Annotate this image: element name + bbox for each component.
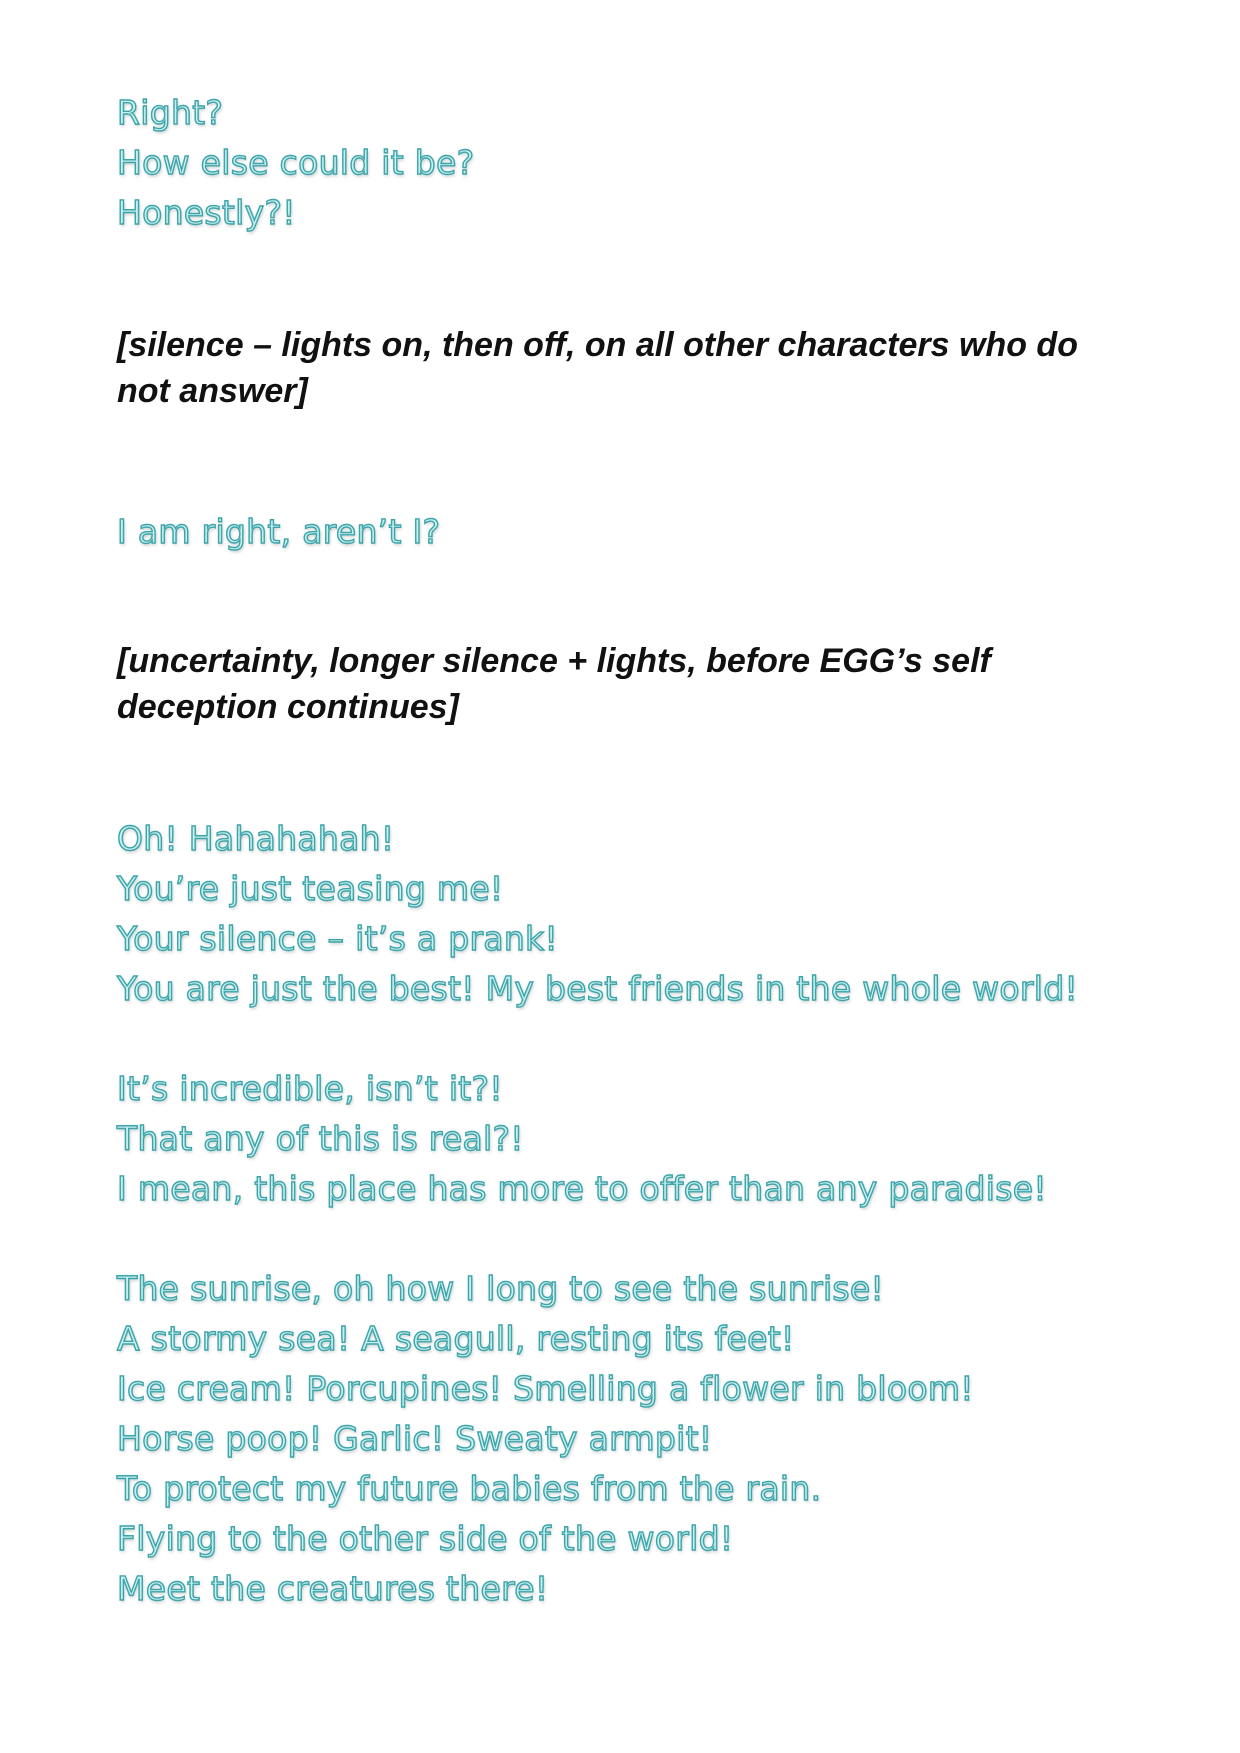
dialogue-line: A stormy sea! A seagull, resting its feet! — [117, 1319, 795, 1358]
dialogue-line: It’s incredible, isn’t it?! — [117, 1069, 503, 1108]
dialogue-line: Ice cream! Porcupines! Smelling a flower in bloom! — [117, 1369, 974, 1408]
stage-direction-2: [uncertainty, longer silence + lights, before EGG’s self deception continues] — [117, 642, 991, 726]
dialogue-block-2 — [117, 507, 440, 557]
dialogue-block-4 — [117, 1064, 1047, 1214]
dialogue-line: Honestly?! — [117, 193, 296, 232]
dialogue-block-5 — [117, 1264, 974, 1614]
dialogue-line: You’re just teasing me! — [117, 869, 504, 908]
dialogue-line: Horse poop! Garlic! Sweaty armpit! — [117, 1419, 713, 1458]
dialogue-line: Flying to the other side of the world! — [117, 1519, 734, 1558]
dialogue-block-3 — [117, 814, 1078, 1014]
dialogue-line: To protect my future babies from the rain. — [117, 1469, 822, 1508]
dialogue-line: How else could it be? — [117, 143, 475, 182]
dialogue-line: Oh! Hahahahah! — [117, 819, 395, 858]
dialogue-line: You are just the best! My best friends in the whole world! — [117, 969, 1079, 1008]
dialogue-line: Meet the creatures there! — [117, 1569, 549, 1608]
dialogue-line: I am right, aren’t I? — [117, 512, 441, 551]
dialogue-line: That any of this is real?! — [117, 1119, 524, 1158]
stage-direction-1: [silence – lights on, then off, on all other characters who do not answer] — [117, 326, 1078, 410]
dialogue-line: I mean, this place has more to offer than any paradise! — [117, 1169, 1047, 1208]
dialogue-line: The sunrise, oh how I long to see the sunrise! — [117, 1269, 885, 1308]
dialogue-line: Your silence – it’s a prank! — [117, 919, 558, 958]
dialogue-line: Right? — [117, 93, 224, 132]
dialogue-block-1 — [117, 88, 474, 238]
